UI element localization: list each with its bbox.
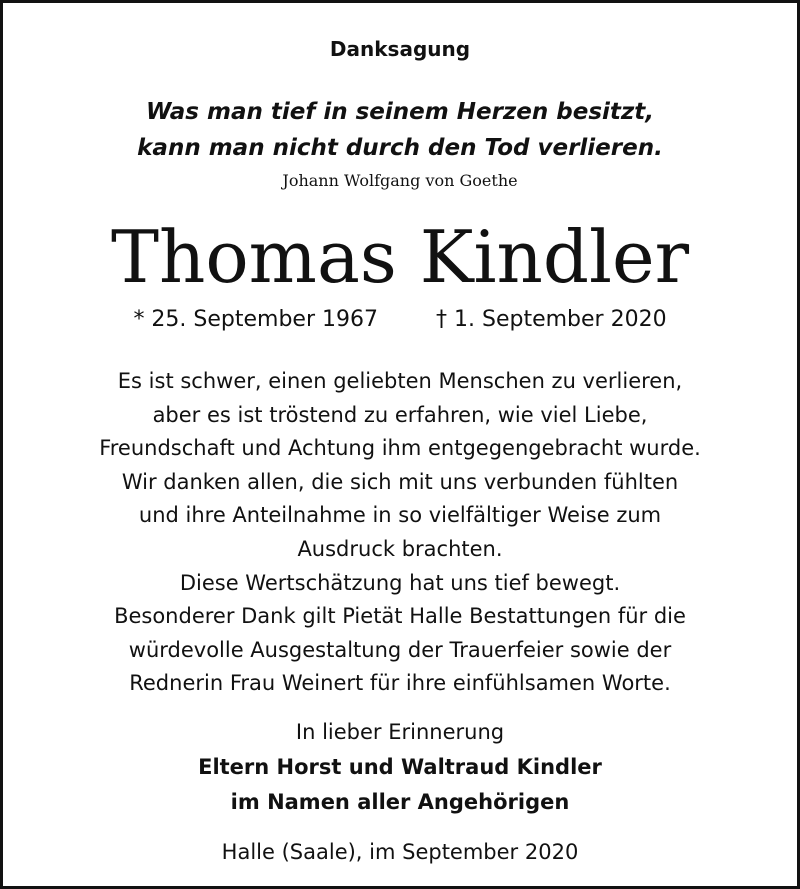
signer-line: Eltern Horst und Waltraud Kindler	[198, 755, 602, 779]
message-line: Wir danken allen, die sich mit uns verbunden fühlten	[121, 469, 679, 494]
death-date: † 1. September 2020	[436, 307, 667, 332]
message-line: und ihre Anteilnahme in so vielfältiger Weise zum	[138, 503, 662, 528]
message-line: Rednerin Frau Weinert für ihre einfühlsamen Worte.	[129, 671, 671, 696]
closing-intro: In lieber Erinnerung	[295, 720, 505, 744]
quote-author: Johann Wolfgang von Goethe	[282, 171, 518, 190]
signer-line: im Namen aller Angehörigen	[230, 790, 570, 814]
birth-date: * 25. September 1967	[133, 307, 378, 332]
notice-heading: Danksagung	[329, 37, 471, 61]
thanks-message	[3, 365, 797, 701]
message-line: Besonderer Dank gilt Pietät Halle Bestattungen für die	[114, 604, 686, 629]
quote-block	[3, 94, 797, 166]
message-line: Es ist schwer, einen geliebten Menschen zu verlieren,	[117, 369, 683, 393]
message-line: würdevolle Ausgestaltung der Trauerfeier sowie der	[128, 637, 672, 662]
quote-line: Was man tief in seinem Herzen besitzt,	[145, 99, 655, 125]
message-line: Ausdruck brachten.	[297, 536, 503, 561]
quote-line: kann man nicht durch den Tod verlieren.	[137, 135, 663, 161]
message-line: Freundschaft und Achtung ihm entgegengebracht wurde.	[99, 436, 701, 461]
message-line: aber es ist tröstend zu erfahren, wie viel Liebe,	[152, 402, 648, 427]
deceased-name: Thomas Kindler	[110, 215, 690, 299]
closing-block	[3, 715, 797, 820]
life-dates	[3, 303, 797, 337]
place-and-date: Halle (Saale), im September 2020	[221, 840, 579, 864]
message-line: Diese Wertschätzung hat uns tief bewegt.	[179, 570, 621, 595]
